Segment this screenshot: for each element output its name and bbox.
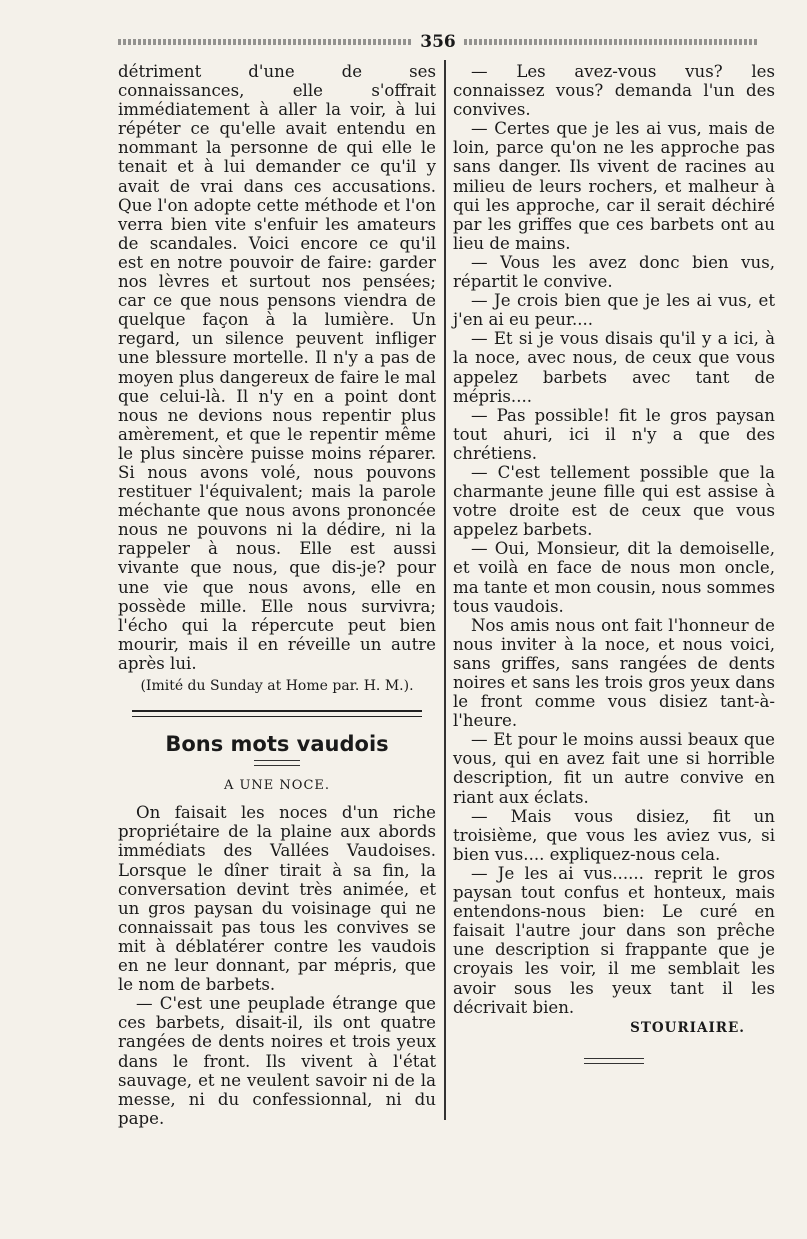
dialogue-line: — Et si je vous disais qu'il y a ici, à la noce, avec nous, de ceux que vous appelez barbets avec tant de mépris....: [453, 329, 775, 406]
dialogue-line: — C'est tellement possible que la charmante jeune fille qui est assise à votre droite est de ceux que vous appelez barbets.: [453, 462, 775, 540]
dialogue-line: — Je crois bien que je les ai vus, et j'en ai eu peur....: [453, 291, 775, 330]
credit-line: (Imité du Sunday at Home par. H. M.).: [140, 678, 414, 694]
dialogue-line: — Mais vous disiez, fit un troisième, que vous les aviez vus, si bien vus.... expliquez-nous cela.: [453, 806, 775, 864]
signature: STOURIAIRE.: [630, 1019, 745, 1036]
section-divider: [132, 710, 422, 717]
page-header: [118, 30, 758, 54]
paragraph: — C'est une peuplade étrange que ces barbets, disait-il, ils ont quatre rangées de dents noires et trois yeux dans le front. Ils vivent à l'état sauvage, et ne veulent savoir ni de la messe, ni du confessionnal, ni du pape.: [118, 994, 436, 1128]
dialogue-line: — Pas possible! fit le gros paysan tout ahuri, ici il n'y a que des chrétiens.: [453, 405, 775, 463]
title-ornament: [254, 760, 300, 766]
paragraph: détriment d'une de ses connaissances, elle s'offrait immédiatement à aller la voir, à lui répéter ce qu'elle avait entendu en nommant la personne de qui elle le tenait et à lui demander ce qu'il y avait de vrai dans ces accusations. Que l'on adopte cette méthode et l'on verra bien vite s'enfuir les amateurs de scandales. Voici encore ce qu'il est en notre pouvoir de faire: garder nos lèvres et surtout nos pensées; car ce que nous pensons viendra de quelque façon à la lumière. Un regard, un silence peuvent infliger une blessure mortelle. Il n'y a pas de moyen plus dangereux de faire le mal que celui-là. Il n'y en a point dont nous ne devions nous repentir plus amèrement, et que le repentir même le plus sincère puisse moins réparer. Si nous avons volé, nous pouvons restituer l'équivalent; mais la parole méchante que nous avons prononcée nous ne pouvons ni la dédire, ni la rappeler à nous. Elle est aussi vivante que nous, que dis-je? pour une vie que nous avons, elle en possède mille. Elle nous survivra; l'écho qui la répercute peut bien mourir, mais il en réveille un autre après lui.: [118, 62, 436, 673]
column-divider: [444, 60, 446, 1120]
dialogue-line: — Les avez-vous vus? les connaissez vous? demanda l'un des convives.: [453, 62, 775, 120]
right-column: [453, 62, 775, 1064]
page-number: 356: [420, 32, 456, 52]
dialogue-line: — Je les ai vus...... reprit le gros paysan tout confus et honteux, mais entendons-nous bien: Le curé en faisait l'autre jour dans son prêche une description si frappante que je croyais les voir, il me semblait les avoir sous les yeux tant il les décrivait bien.: [453, 863, 775, 1017]
header-rule-left: [118, 39, 412, 45]
dialogue-line: — Certes que je les ai vus, mais de loin, parce qu'on ne les approche pas sans danger. Ils vivent de racines au milieu de leurs rochers, et malheur à qui les approche, car il serait déchiré par les griffes que ces barbets ont au lieu de mains.: [453, 119, 775, 253]
section-title: Bons mots vaudois: [165, 732, 389, 757]
paragraph: On faisait les noces d'un riche propriétaire de la plaine aux abords immédiats des Vallées Vaudoises. Lorsque le dîner tirait à sa fin, la conversation devint très animée, et un gros paysan du voisinage qui ne connaissait pas tous les convives se mit à déblatérer contre les vaudois en ne leur donnant, par mépris, que le nom de barbets.: [118, 803, 436, 995]
dialogue-line: — Oui, Monsieur, dit la demoiselle, et voilà en face de nous mon oncle, ma tante et mon cousin, nous sommes tous vaudois.: [453, 539, 775, 616]
dialogue-line: — Et pour le moins aussi beaux que vous, qui en avez fait une si horrible description, fit un autre convive en riant aux éclats.: [453, 730, 775, 807]
left-column: [118, 62, 436, 1128]
subtitle: A UNE NOCE.: [223, 778, 331, 794]
dialogue-line: — Vous les avez donc bien vus, répartit le convive.: [453, 252, 775, 292]
dialogue-line: Nos amis nous ont fait l'honneur de nous inviter à la noce, et nous voici, sans griffes, sans rangées de dents noires et sans les trois gros yeux dans le front comme vous disiez tant-à-l'heure.: [453, 615, 775, 731]
header-rule-right: [464, 39, 758, 45]
end-ornament: [584, 1058, 644, 1064]
